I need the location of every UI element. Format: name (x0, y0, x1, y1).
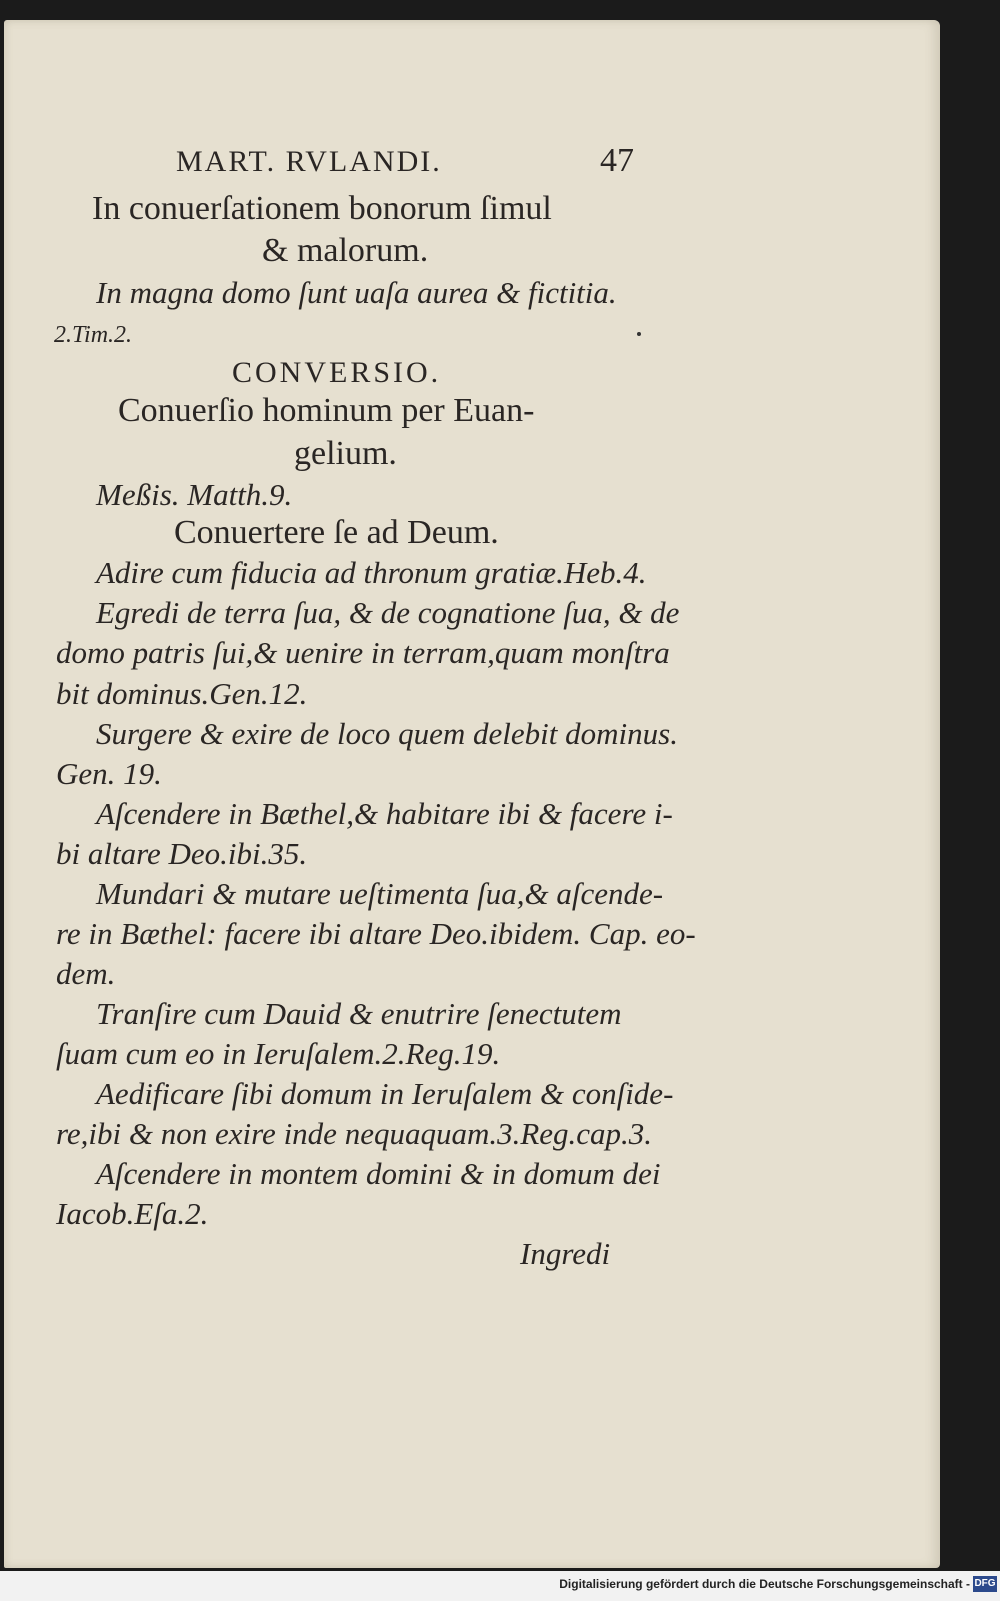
section-heading: In conuerſationem bonorum ſimul (92, 190, 552, 227)
text-line: Meßis. Matth.9. (96, 477, 293, 512)
running-title: MART. RVLANDI. (176, 145, 442, 178)
catchword: Ingredi (520, 1236, 611, 1271)
text-line: re in Bæthel: facere ibi altare Deo.ibidem. Cap. eo- (56, 916, 696, 951)
subsection-heading-cont: gelium. (294, 435, 397, 472)
text-line: Mundari & mutare ueſtimenta ſua,& aſcende- (96, 876, 664, 911)
section-title: CONVERSIO. (232, 356, 442, 389)
text-line: bit dominus.Gen.12. (56, 676, 308, 711)
page-number: 47 (600, 142, 634, 179)
footer-credit: Digitalisierung gefördert durch die Deutsche Forschungsgemeinschaft - (559, 1577, 970, 1591)
footer-bar (0, 1571, 1000, 1601)
text-line: domo patris ſui,& uenire in terram,quam monſtra (56, 635, 670, 670)
subsection-heading: Conuerſio hominum per Euan- (118, 392, 535, 429)
section-heading-cont: & malorum. (262, 232, 429, 269)
margin-reference: 2.Tim.2. (54, 322, 133, 348)
text-line: re,ibi & non exire inde nequaquam.3.Reg.cap.3. (56, 1116, 653, 1151)
ink-dot (637, 332, 641, 336)
book-page (4, 20, 940, 1568)
text-line: Tranſire cum Dauid & enutrire ſenectutem (96, 996, 622, 1031)
text-line: Gen. 19. (56, 756, 162, 791)
text-line: In magna domo ſunt uaſa aurea & fictitia. (96, 275, 617, 310)
text-line: Aſcendere in montem domini & in domum dei (96, 1156, 661, 1191)
text-line: ſuam cum eo in Ieruſalem.2.Reg.19. (56, 1036, 501, 1071)
text-line: Egredi de terra ſua, & de cognatione ſua, & de (96, 595, 680, 630)
subsection-heading: Conuertere ſe ad Deum. (174, 514, 499, 551)
text-line: Surgere & exire de loco quem delebit dominus. (96, 716, 678, 751)
text-line: bi altare Deo.ibi.35. (56, 836, 308, 871)
dfg-logo-icon: DFG (973, 1576, 997, 1592)
text-line: Iacob.Eſa.2. (56, 1196, 209, 1231)
text-line: Aſcendere in Bæthel,& habitare ibi & facere i- (96, 796, 673, 831)
text-line: Adire cum fiducia ad thronum gratiæ.Heb.4. (96, 555, 647, 590)
text-line: Aedificare ſibi domum in Ieruſalem & conſide- (96, 1076, 674, 1111)
text-line: dem. (56, 956, 116, 991)
